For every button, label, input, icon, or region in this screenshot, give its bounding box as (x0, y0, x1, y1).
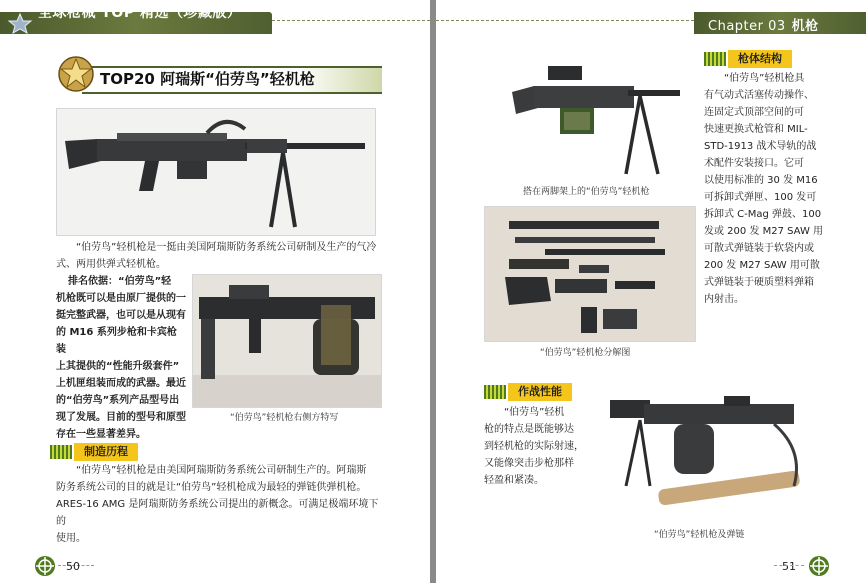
ranking-line: 挺完整武器，也可以是从现有 (56, 310, 186, 321)
gold-star-medal-icon (56, 54, 96, 94)
ranking-paragraph (56, 273, 186, 443)
article-title: TOP20 阿瑞斯“伯劳鸟”轻机枪 (100, 70, 315, 88)
structure-line: 拆卸式 C-Mag 弹鼓、100 (704, 209, 822, 220)
structure-line: 连固定式顶部空间的可 (704, 107, 804, 118)
performance-line: 又能像突击步枪那样 (484, 458, 574, 469)
history-line: “伯劳鸟”轻机枪是由美国阿瑞斯防务系统公司研制生产的。阿瑞斯 (76, 465, 367, 476)
structure-line: 200 发 M27 SAW 用可散 (704, 260, 820, 271)
structure-line: STD-1913 战术导轨的战 (704, 141, 817, 152)
structure-line: 式弹链装于硬质塑料弹箱 (704, 277, 814, 288)
right-header-bar (694, 12, 866, 34)
ranking-line: 的 M16 系列步枪和卡宾枪装 (56, 327, 177, 355)
ranking-line: 上其提供的“性能升级套件” (56, 361, 180, 372)
section-stripes-icon (704, 52, 726, 66)
right-side-closeup-photo (192, 274, 382, 408)
crosshair-footer-icon (34, 555, 56, 577)
performance-line: 轻盈和紧凑。 (484, 475, 544, 486)
gun-with-belt-illustration (604, 390, 814, 520)
disassembly-caption: “伯劳鸟”轻机枪分解图 (540, 348, 631, 358)
gun-with-belt-photo (604, 390, 814, 520)
article-title-block (56, 62, 382, 92)
structure-line: “伯劳鸟”轻机枪具 (724, 73, 805, 84)
history-section-header (50, 443, 170, 461)
page-number: 50 (66, 560, 80, 573)
performance-section-title: 作战性能 (508, 383, 572, 401)
structure-paragraph (704, 70, 854, 308)
structure-line: 以使用标准的 30 发 M16 (704, 175, 818, 186)
badge-star-icon (6, 12, 34, 34)
structure-line: 可拆卸式弹匣、100 发可 (704, 192, 817, 203)
bipod-gun-illustration (508, 52, 682, 180)
machine-gun-photo (56, 108, 376, 236)
right-page (436, 0, 866, 583)
ranking-line: 存在一些显著差异。 (56, 429, 146, 440)
machine-gun-illustration (57, 109, 375, 235)
performance-line: 到轻机枪的实际射速， (484, 441, 584, 452)
ranking-line: 排名依据：“伯劳鸟”轻 (68, 276, 172, 287)
structure-section-header (704, 50, 824, 68)
intro-paragraph: “伯劳鸟”轻机枪是一挺由美国阿瑞斯防务系统公司研制及生产的气冷式、两用供弹式轻机枪。 (56, 242, 377, 270)
right-header-rule (436, 20, 694, 21)
closeup-caption: “伯劳鸟”轻机枪右侧方特写 (230, 413, 339, 423)
bipod-caption: 搭在两脚架上的“伯劳鸟”轻机枪 (523, 187, 650, 197)
ranking-line: 的“伯劳鸟”系列产品型号出 (56, 395, 180, 406)
chapter-topic: 机枪 (791, 19, 819, 34)
chapter-label: Chapter 03 (708, 19, 786, 34)
disassembly-illustration (485, 207, 695, 341)
page-number: 51 (782, 560, 796, 573)
performance-line: “伯劳鸟”轻机 (504, 407, 565, 418)
history-line: 防务系统公司的目的就是让“伯劳鸟”轻机枪成为最轻的弹链供弹机枪。 (56, 482, 367, 493)
history-line: ARES-16 AMG 是阿瑞斯防务系统公司提出的新概念。可满足极端环境下的 (56, 499, 379, 527)
history-section-title: 制造历程 (74, 443, 138, 461)
bipod-gun-photo (508, 52, 682, 180)
performance-line: 枪的特点是既能够达 (484, 424, 574, 435)
crosshair-footer-icon (808, 555, 830, 577)
ranking-line: 现了发展。目前的型号和原型 (56, 412, 186, 423)
structure-line: 快速更换式枪管和 MIL- (704, 124, 808, 135)
structure-line: 有气动式活塞传动操作、 (704, 90, 814, 101)
history-paragraph (56, 462, 386, 547)
performance-section-header (484, 383, 604, 401)
structure-section-title: 枪体结构 (728, 50, 792, 68)
left-header-rule (272, 20, 430, 21)
chapter-header (708, 15, 819, 34)
footer-rule (774, 565, 804, 566)
book-title: 全球枪械 TOP 精选（珍藏版） (38, 5, 242, 21)
belt-caption: “伯劳鸟”轻机枪及弹链 (654, 530, 745, 540)
section-stripes-icon (484, 385, 506, 399)
ranking-line: 上机匣组装而成的武器。最近 (56, 378, 186, 389)
history-line: 使用。 (56, 533, 86, 544)
structure-line: 发或 200 发 M27 SAW 用 (704, 226, 824, 237)
structure-line: 内射击。 (704, 294, 744, 305)
disassembly-photo (484, 206, 696, 342)
closeup-illustration (193, 275, 381, 407)
structure-line: 可散式弹链装于软袋内或 (704, 243, 814, 254)
left-page (0, 0, 430, 583)
ranking-line: 机枪既可以是由原厂提供的一 (56, 293, 186, 304)
structure-line: 术配件安装接口。它可 (704, 158, 804, 169)
section-stripes-icon (50, 445, 72, 459)
performance-paragraph (484, 404, 596, 489)
